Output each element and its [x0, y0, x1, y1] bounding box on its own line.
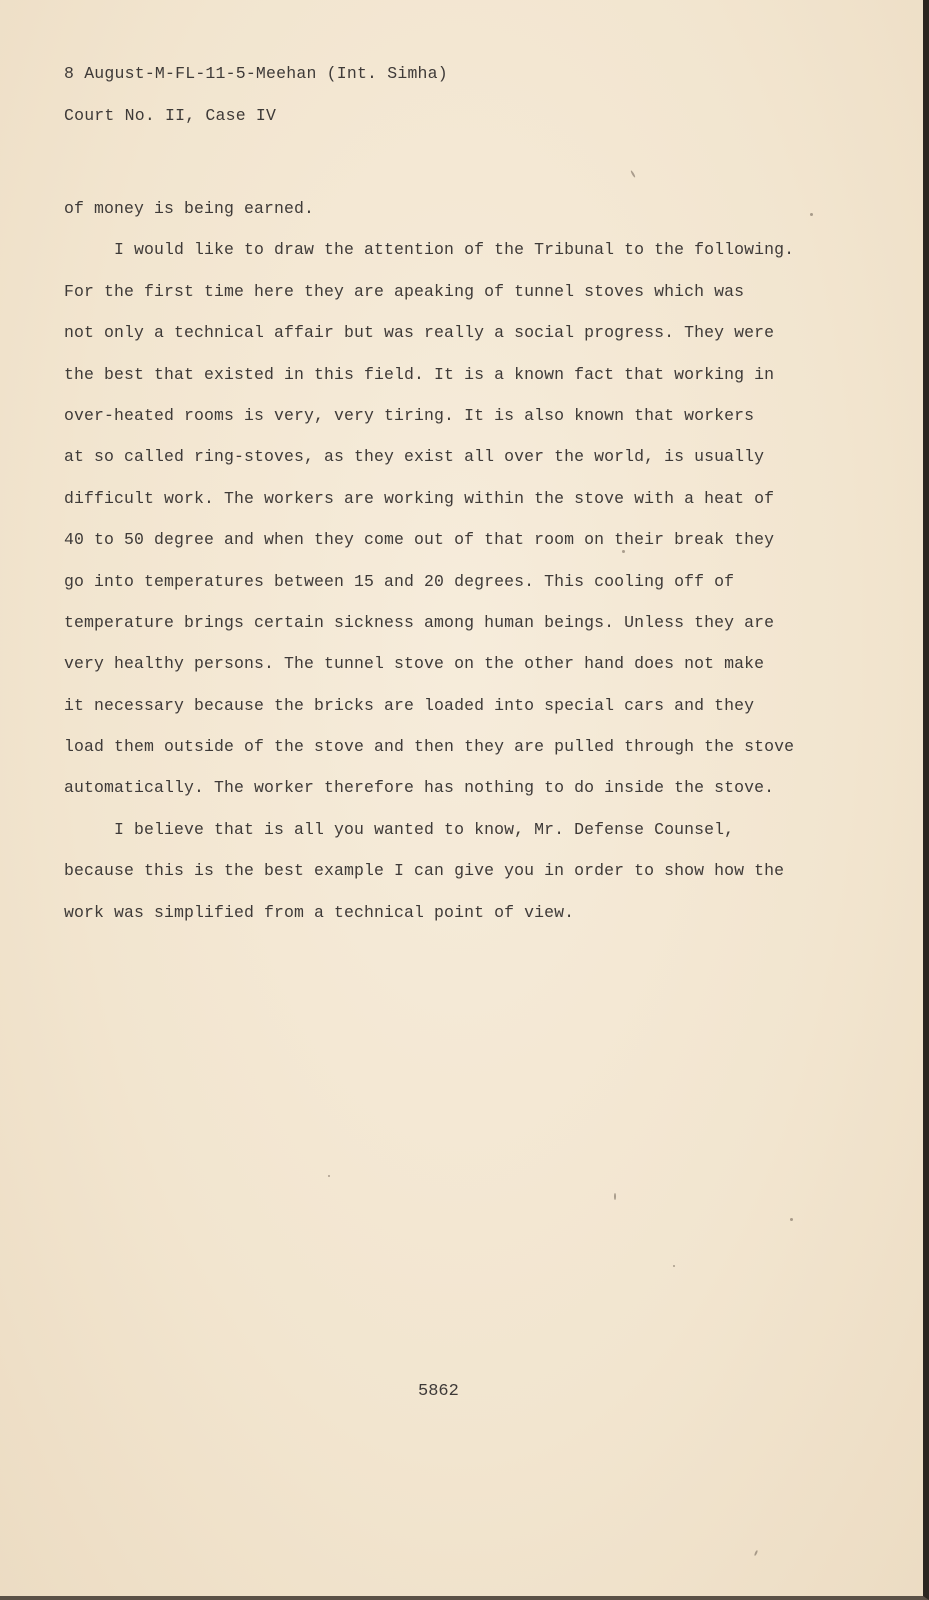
paper-speck [614, 1193, 616, 1200]
paper-speck [673, 1265, 675, 1267]
paper-speck [328, 1175, 330, 1177]
body-line: the best that existed in this field. It is a known fact that working in [64, 364, 775, 384]
body-line: temperature brings certain sickness among human beings. Unless they are [64, 612, 775, 632]
header-court-line: Court No. II, Case IV [64, 106, 277, 125]
body-line: work was simplified from a technical point of view. [64, 902, 575, 922]
body-line: not only a technical affair but was really a social progress. They were [64, 323, 775, 343]
body-line: very healthy persons. The tunnel stove on the other hand does not make [64, 654, 765, 674]
body-line: at so called ring-stoves, as they exist all over the world, is usually [64, 447, 765, 467]
paper-speck [622, 550, 625, 553]
body-line: go into temperatures between 15 and 20 degrees. This cooling off of [64, 571, 735, 591]
body-line: because this is the best example I can give you in order to show how the [64, 861, 785, 881]
body-line: it necessary because the bricks are loaded into special cars and they [64, 695, 755, 715]
body-line: automatically. The worker therefore has nothing to do inside the stove. [64, 778, 775, 798]
body-line: over-heated rooms is very, very tiring. It is also known that workers [64, 405, 755, 425]
paper-speck [810, 213, 813, 216]
body-line: I would like to draw the attention of the Tribunal to the following. [64, 240, 795, 260]
transcript-body [64, 188, 894, 933]
page-number: 5862 [418, 1382, 459, 1401]
body-line: I believe that is all you wanted to know, Mr. Defense Counsel, [64, 819, 735, 839]
header-reference-line: 8 August-M-FL-11-5-Meehan (Int. Simha) [64, 64, 448, 83]
paper-speck [790, 1218, 793, 1221]
paper-speck [630, 170, 636, 178]
paper-speck [754, 1550, 758, 1556]
body-line: For the first time here they are apeaking of tunnel stoves which was [64, 281, 745, 301]
body-line: 40 to 50 degree and when they come out of that room on their break they [64, 530, 775, 550]
body-line: load them outside of the stove and then they are pulled through the stove [64, 737, 795, 757]
body-line: of money is being earned. [64, 199, 315, 218]
body-line: difficult work. The workers are working within the stove with a heat of [64, 488, 775, 508]
